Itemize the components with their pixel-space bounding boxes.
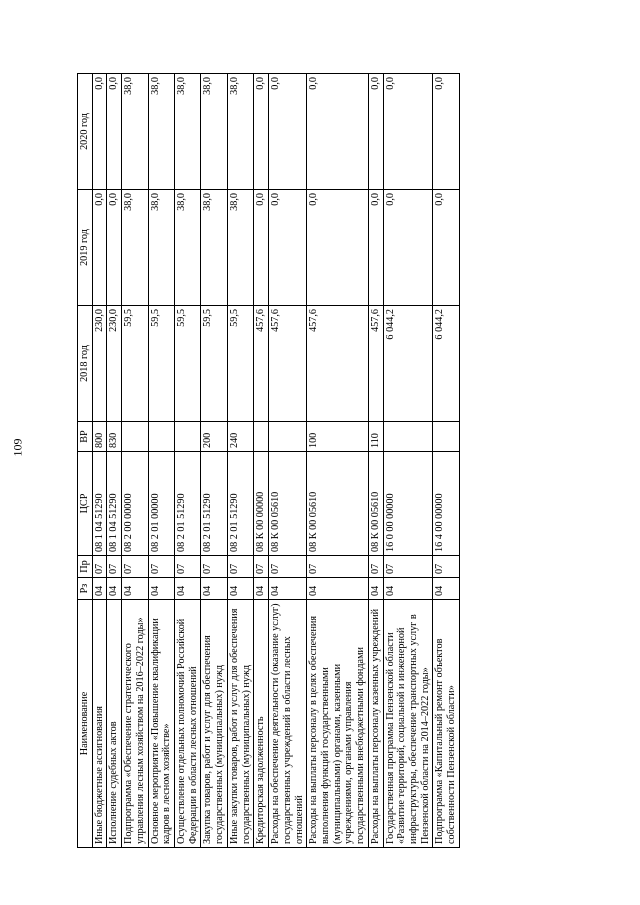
cell-2019: 0,0 [92, 190, 107, 306]
cell-name: Исполнение судебных актов [107, 600, 122, 848]
cell-2020: 0,0 [92, 74, 107, 190]
table-row [175, 74, 201, 848]
cell-vr: 240 [227, 422, 253, 452]
cell-rz: 04 [122, 578, 148, 600]
cell-2019: 38,0 [227, 190, 253, 306]
cell-name: Подпрограмма «Обеспечение стратегического управления лесным хозяйством на 2016–2022 годы» [122, 600, 148, 848]
page-number: 109 [10, 438, 25, 457]
header-rz: Рз [78, 578, 93, 600]
cell-2019: 38,0 [122, 190, 148, 306]
rotated-page-content [77, 74, 563, 848]
cell-2020: 0,0 [368, 74, 383, 190]
header-csr: ЦСР [78, 452, 93, 556]
cell-2020: 38,0 [227, 74, 253, 190]
cell-2020: 0,0 [383, 74, 433, 190]
cell-pr: 07 [107, 556, 122, 578]
cell-rz: 04 [175, 578, 201, 600]
cell-vr [122, 422, 148, 452]
cell-2018: 59,5 [148, 306, 174, 422]
cell-name: Иные бюджетные ассигнования [92, 600, 107, 848]
cell-2018: 230,0 [92, 306, 107, 422]
cell-csr: 16 0 00 00000 [383, 452, 433, 556]
table-row [227, 74, 253, 848]
cell-2019: 0,0 [254, 190, 269, 306]
cell-2018: 457,6 [307, 306, 369, 422]
cell-name: Расходы на обеспечение деятельности (оказание услуг) государственных учреждений в области лесных отношений [269, 600, 307, 848]
budget-table [77, 73, 460, 848]
cell-vr [433, 422, 459, 452]
cell-csr: 08 2 01 51290 [175, 452, 201, 556]
cell-rz: 04 [383, 578, 433, 600]
cell-name: Кредиторская задолженность [254, 600, 269, 848]
cell-rz: 04 [107, 578, 122, 600]
cell-name: Подпрограмма «Капитальный ремонт объектов собственности Пензенской области» [433, 600, 459, 848]
cell-rz: 04 [307, 578, 369, 600]
cell-2018: 59,5 [122, 306, 148, 422]
table-row [201, 74, 227, 848]
cell-2020: 0,0 [254, 74, 269, 190]
table-header-row [78, 74, 93, 848]
cell-2019: 0,0 [383, 190, 433, 306]
header-2020: 2020 год [78, 74, 93, 190]
cell-pr: 07 [307, 556, 369, 578]
cell-rz: 04 [368, 578, 383, 600]
cell-pr: 07 [175, 556, 201, 578]
cell-pr: 07 [254, 556, 269, 578]
cell-2018: 59,5 [227, 306, 253, 422]
cell-name: Государственная программа Пензенской области «Развитие территорий, социальной и инженерной инфраструктуры, обеспечение транспортных услуг в Пензенской области на 2014–2022 годы» [383, 600, 433, 848]
cell-rz: 04 [201, 578, 227, 600]
cell-pr: 07 [92, 556, 107, 578]
cell-pr: 07 [383, 556, 433, 578]
cell-csr: 08 2 00 00000 [122, 452, 148, 556]
table-row [122, 74, 148, 848]
table-body [92, 74, 459, 848]
table-row [307, 74, 369, 848]
cell-2019: 0,0 [107, 190, 122, 306]
cell-2019: 0,0 [307, 190, 369, 306]
cell-2020: 38,0 [201, 74, 227, 190]
cell-vr [148, 422, 174, 452]
header-vr: ВР [78, 422, 93, 452]
cell-2020: 0,0 [269, 74, 307, 190]
cell-name: Расходы на выплаты персоналу казенных учреждений [368, 600, 383, 848]
cell-2018: 6 044,2 [433, 306, 459, 422]
cell-pr: 07 [148, 556, 174, 578]
cell-csr: 08 2 01 00000 [148, 452, 174, 556]
header-name: Наименование [78, 600, 93, 848]
cell-csr: 08 К 00 05610 [307, 452, 369, 556]
table-row [269, 74, 307, 848]
cell-name: Закупка товаров, работ и услуг для обеспечения государственных (муниципальных) нужд [201, 600, 227, 848]
cell-2020: 0,0 [433, 74, 459, 190]
table-row [92, 74, 107, 848]
header-pr: Пр [78, 556, 93, 578]
cell-vr: 800 [92, 422, 107, 452]
cell-2019: 38,0 [175, 190, 201, 306]
cell-2020: 38,0 [122, 74, 148, 190]
cell-vr: 100 [307, 422, 369, 452]
cell-rz: 04 [92, 578, 107, 600]
cell-vr: 830 [107, 422, 122, 452]
cell-2020: 38,0 [175, 74, 201, 190]
cell-2018: 59,5 [201, 306, 227, 422]
cell-pr: 07 [201, 556, 227, 578]
cell-csr: 08 К 00 05610 [368, 452, 383, 556]
table-row [107, 74, 122, 848]
cell-csr: 08 К 00 00000 [254, 452, 269, 556]
cell-2019: 0,0 [269, 190, 307, 306]
cell-csr: 08 1 04 51290 [92, 452, 107, 556]
cell-2020: 38,0 [148, 74, 174, 190]
cell-csr: 08 2 01 51290 [227, 452, 253, 556]
cell-2018: 457,6 [254, 306, 269, 422]
table-row [368, 74, 383, 848]
table-row [148, 74, 174, 848]
cell-csr: 08 1 04 51290 [107, 452, 122, 556]
table-row [433, 74, 459, 848]
header-2018: 2018 год [78, 306, 93, 422]
cell-vr [383, 422, 433, 452]
cell-pr: 07 [227, 556, 253, 578]
cell-2019: 0,0 [368, 190, 383, 306]
cell-vr: 200 [201, 422, 227, 452]
cell-rz: 04 [433, 578, 459, 600]
cell-csr: 08 К 00 05610 [269, 452, 307, 556]
table-row [254, 74, 269, 848]
cell-2018: 59,5 [175, 306, 201, 422]
cell-2019: 0,0 [433, 190, 459, 306]
cell-rz: 04 [269, 578, 307, 600]
cell-vr: 110 [368, 422, 383, 452]
cell-rz: 04 [254, 578, 269, 600]
cell-2020: 0,0 [107, 74, 122, 190]
cell-2019: 38,0 [148, 190, 174, 306]
cell-pr: 07 [269, 556, 307, 578]
cell-2018: 457,6 [368, 306, 383, 422]
cell-pr: 07 [368, 556, 383, 578]
table-row [383, 74, 433, 848]
cell-csr: 08 2 01 51290 [201, 452, 227, 556]
cell-rz: 04 [227, 578, 253, 600]
cell-name: Основное мероприятие «Повышение квалификации кадров в лесном хозяйстве» [148, 600, 174, 848]
cell-name: Осуществление отдельных полномочий Российской Федерации в области лесных отношений [175, 600, 201, 848]
cell-name: Иные закупки товаров, работ и услуг для обеспечения государственных (муниципальных) нужд [227, 600, 253, 848]
cell-2018: 6 044,2 [383, 306, 433, 422]
cell-2019: 38,0 [201, 190, 227, 306]
cell-vr [175, 422, 201, 452]
cell-name: Расходы на выплаты персоналу в целях обеспечения выполнения функций государственными (муниципальными) органами, казенными учреждениями, органами управления государственными внебюджетными фондами [307, 600, 369, 848]
cell-vr [269, 422, 307, 452]
cell-vr [254, 422, 269, 452]
cell-2020: 0,0 [307, 74, 369, 190]
cell-rz: 04 [148, 578, 174, 600]
cell-csr: 16 4 00 00000 [433, 452, 459, 556]
cell-pr: 07 [122, 556, 148, 578]
header-2019: 2019 год [78, 190, 93, 306]
cell-2018: 230,0 [107, 306, 122, 422]
cell-2018: 457,6 [269, 306, 307, 422]
cell-pr: 07 [433, 556, 459, 578]
